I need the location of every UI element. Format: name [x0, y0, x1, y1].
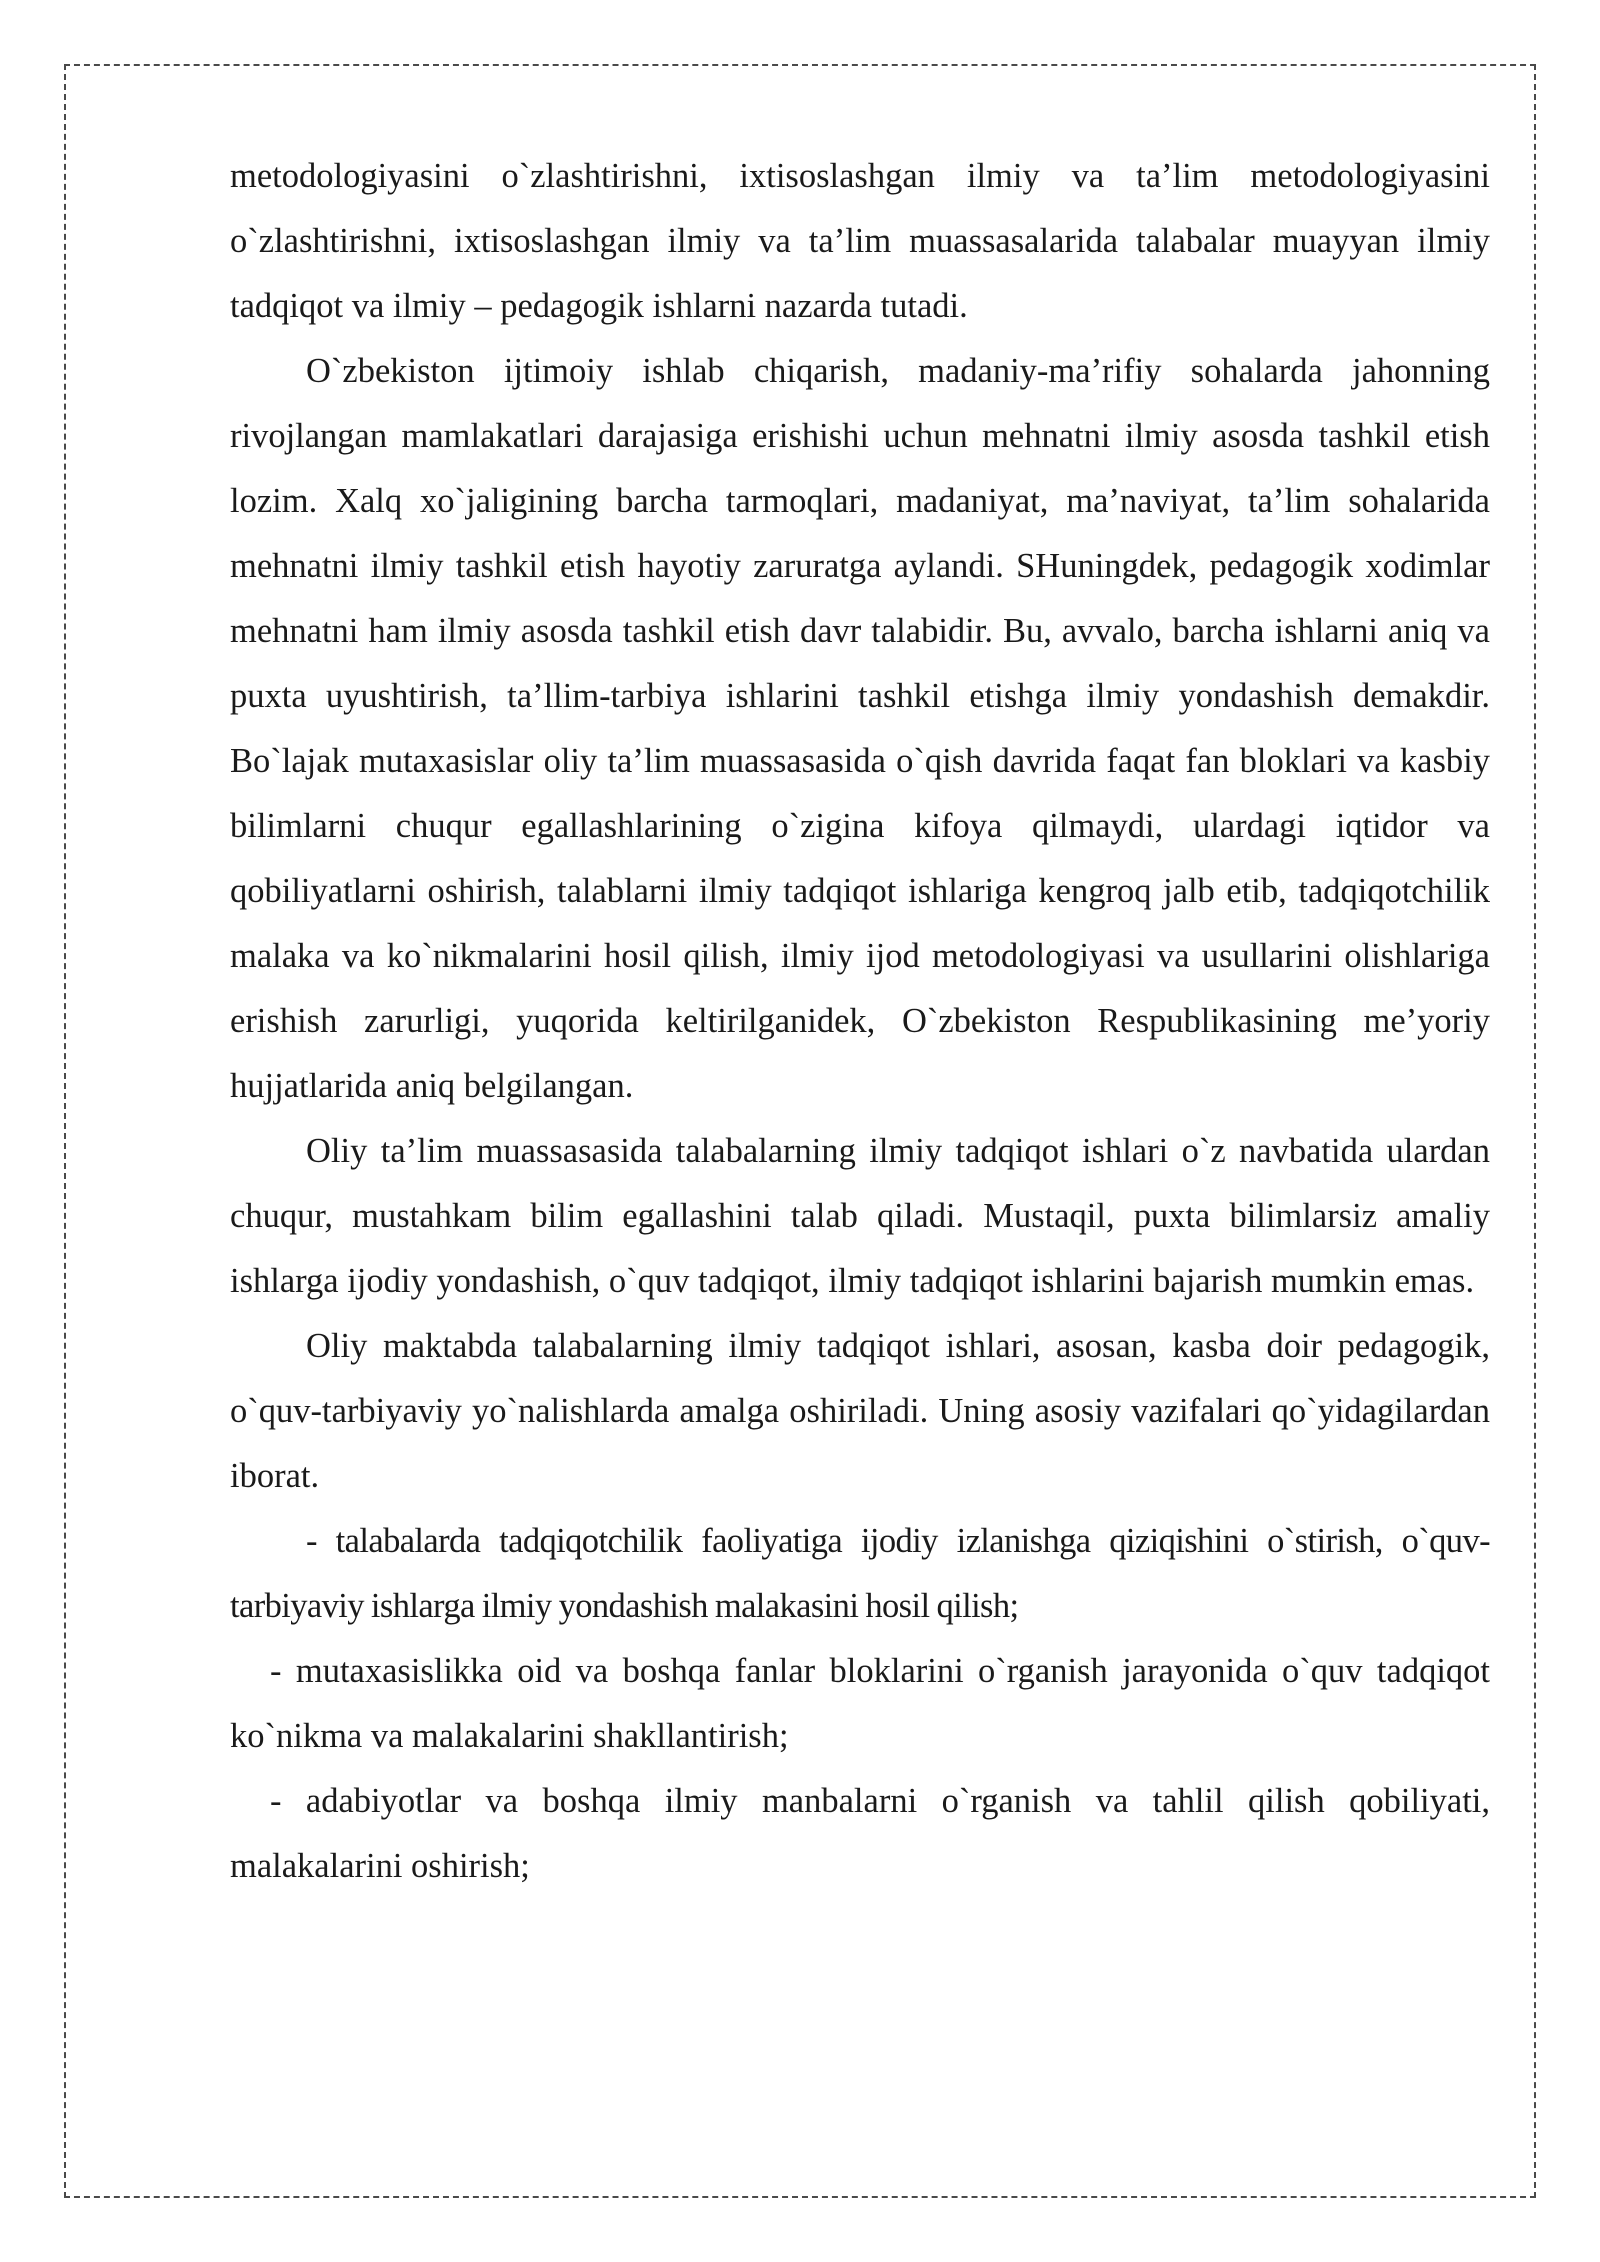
paragraph-1: metodologiyasini o`zlashtirishni, ixtisoslashgan ilmiy va ta’lim metodologiyasini o`zlashtirishni, ixtisoslashgan ilmiy va ta’lim muassasalarida talabalar muayyan ilmiy tadqiqot va ilmiy – pedagogik ishlarni nazarda tutadi. — [230, 157, 1490, 325]
paragraph-4: Oliy maktabda talabalarning ilmiy tadqiqot ishlari, asosan, kasba doir pedagogik, o`quv-tarbiyaviy yo`nalishlarda amalga oshiriladi. Uning asosiy vazifalari qo`yidagilardan iborat. — [230, 1327, 1490, 1495]
paragraph-3: Oliy ta’lim muassasasida talabalarning ilmiy tadqiqot ishlari o`z navbatida ulardan chuqur, mustahkam bilim egallashini talab qiladi. Mustaqil, puxta bilimlarsiz amaliy ishlarga ijodiy yondashish, o`quv tadqiqot, ilmiy tadqiqot ishlarini bajarish mumkin emas. — [230, 1132, 1490, 1300]
paragraph-2: O`zbekiston ijtimoiy ishlab chiqarish, madaniy-ma’rifiy sohalarda jahonning rivojlangan mamlakatlari darajasiga erishishi uchun mehnatni ilmiy asosda tashkil etish lozim. Xalq xo`jaligining barcha tarmoqlari, madaniyat, ma’naviyat, ta’lim sohalarida mehnatni ilmiy tashkil etish hayotiy zaruratga aylandi. SHuningdek, pedagogik xodimlar mehnatni ham ilmiy asosda tashkil etish davr talabidir. Bu, avvalo, barcha ishlarni aniq va puxta uyushtirish, ta’llim-tarbiya ishlarini tashkil etishga ilmiy yondashish demakdir. Bo`lajak mutaxasislar oliy ta’lim muassasasida o`qish davrida faqat fan bloklari va kasbiy bilimlarni chuqur egallashlarining o`zigina kifoya qilmaydi, ulardagi iqtidor va qobiliyatlarni oshirish, talablarni ilmiy tadqiqot ishlariga kengroq jalb etib, tadqiqotchilik malaka va ko`nikmalarini hosil qilish, ilmiy ijod metodologiyasi va usullarini olishlariga erishish zarurligi, yuqorida keltirilganidek, O`zbekiston Respublikasining me’yoriy hujjatlarida aniq belgilangan. — [230, 352, 1490, 1105]
document-body — [230, 144, 1490, 1899]
list-item-3: - adabiyotlar va boshqa ilmiy manbalarni o`rganish va tahlil qilish qobiliyati, malakalarini oshirish; — [230, 1782, 1490, 1885]
list-item-1: - talabalarda tadqiqotchilik faoliyatiga ijodiy izlanishga qiziqishini o`stirish, o`quv-tarbiyaviy ishlarga ilmiy yondashish malakasini hosil qilish; — [230, 1522, 1490, 1625]
list-item-2: - mutaxasislikka oid va boshqa fanlar bloklarini o`rganish jarayonida o`quv tadqiqot ko`nikma va malakalarini shakllantirish; — [230, 1652, 1490, 1755]
